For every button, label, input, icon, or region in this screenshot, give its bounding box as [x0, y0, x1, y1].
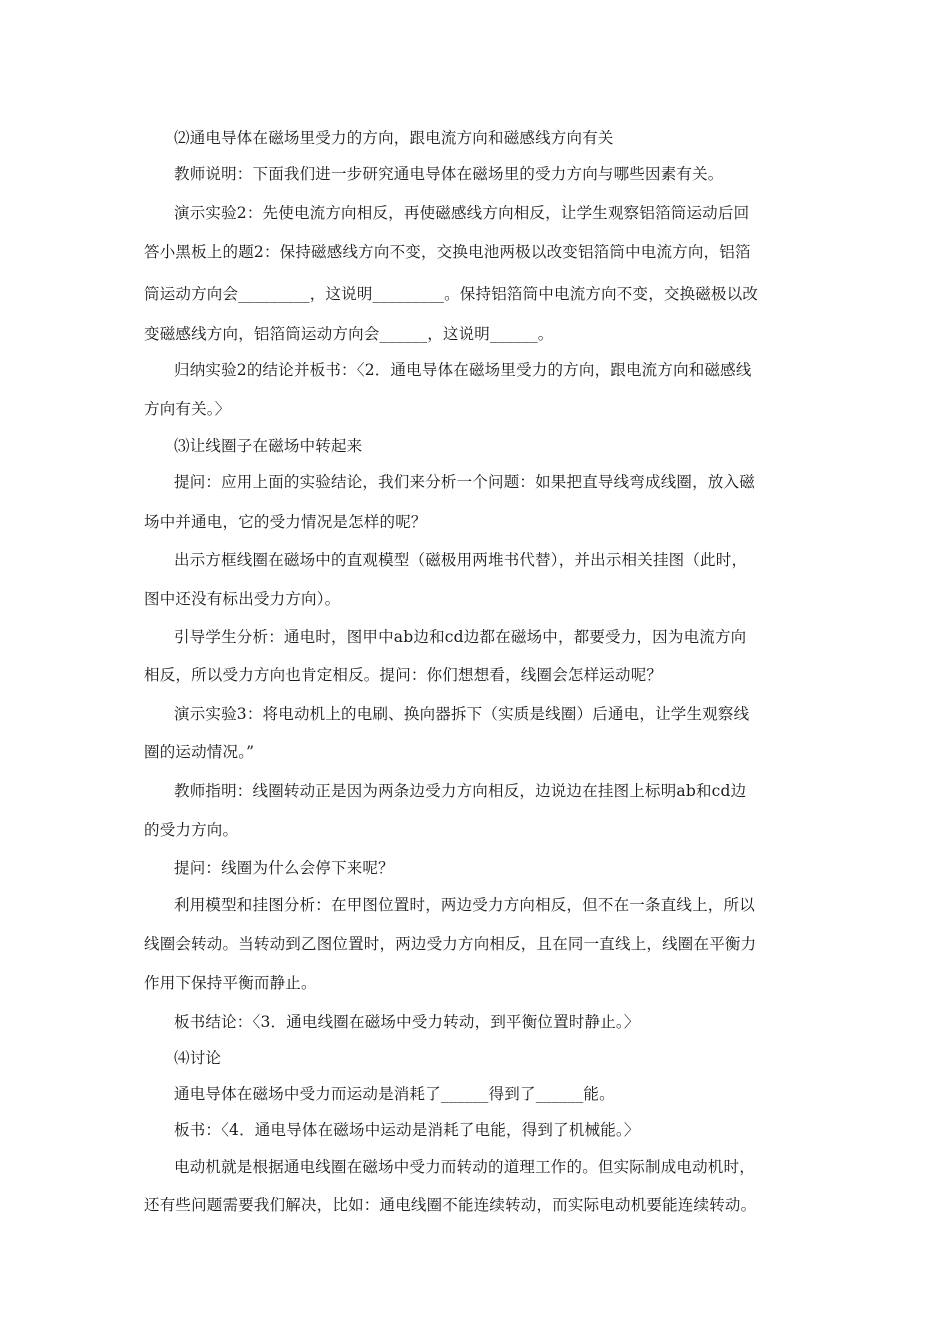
text-line: 利用模型和挂图分析：在甲图位置时，两边受力方向相反，但不在一条直线上，所以 [174, 896, 755, 914]
text-line: 线圈会转动。当转动到乙图位置时，两边受力方向相反，且在同一直线上，线圈在平衡力 [144, 935, 757, 953]
text-line: 提问：应用上面的实验结论，我们来分析一个问题：如果把直导线弯成线圈，放入磁 [174, 473, 755, 491]
text-line: 引导学生分析：通电时，图甲中ab边和cd边都在磁场中，都要受力，因为电流方向 [174, 628, 747, 646]
text-line: 演示实验2：先使电流方向相反，再使磁感线方向相反，让学生观察铝箔筒运动后回 [174, 204, 750, 222]
text-line: 提问：线圈为什么会停下来呢？ [174, 859, 394, 877]
text-line: 归纳实验2的结论并板书：〈2．通电导体在磁场里受力的方向，跟电流方向和磁感线 [174, 361, 752, 379]
text-line: 的受力方向。 [144, 821, 239, 839]
text-line: 变磁感线方向，铝箔筒运动方向会______，这说明______。 [144, 325, 554, 343]
text-line: ⑷讨论 [174, 1049, 222, 1067]
text-line: 圈的运动情况。” [144, 743, 255, 761]
text-line: 作用下保持平衡而静止。 [144, 974, 317, 992]
text-line: 还有些问题需要我们解决，比如：通电线圈不能连续转动，而实际电动机要能连续转动。 [144, 1196, 757, 1214]
text-line: ⑶让线圈子在磁场中转起来 [174, 437, 363, 455]
text-line: 图中还没有标出受力方向）。 [144, 590, 341, 608]
text-line: ⑵通电导体在磁场里受力的方向，跟电流方向和磁感线方向有关 [174, 129, 614, 147]
text-line: 答小黑板上的题2：保持磁感线方向不变，交换电池两极以改变铝箔筒中电流方向，铝箔 [144, 243, 751, 261]
text-line: 相反，所以受力方向也肯定相反。提问：你们想想看，线圈会怎样运动呢？ [144, 666, 663, 684]
text-line: 电动机就是根据通电线圈在磁场中受力而转动的道理工作的。但实际制成电动机时， [174, 1158, 755, 1176]
text-line: 教师指明：线圈转动正是因为两条边受力方向相反，边说边在挂图上标明ab和cd边 [174, 782, 747, 800]
text-line: 演示实验3：将电动机上的电刷、换向器拆下（实质是线圈）后通电，让学生观察线 [174, 705, 750, 723]
text-line: 筒运动方向会_________，这说明_________。保持铝箔筒中电流方向不变，交换磁极以改 [144, 285, 759, 303]
text-line: 通电导体在磁场中受力而运动是消耗了______得到了______能。 [174, 1085, 615, 1103]
text-line: 出示方框线圈在磁场中的直观模型（磁极用两堆书代替），并出示相关挂图（此时， [174, 551, 748, 569]
text-line: 教师说明：下面我们进一步研究通电导体在磁场里的受力方向与哪些因素有关。 [174, 165, 724, 183]
text-line: 方向有关。〉 [144, 400, 231, 418]
text-line: 板书：〈4．通电导体在磁场中运动是消耗了电能，得到了机械能。〉 [174, 1121, 640, 1139]
text-line: 场中并通电，它的受力情况是怎样的呢？ [144, 513, 427, 531]
text-line: 板书结论：〈3．通电线圈在磁场中受力转动，到平衡位置时静止。〉 [174, 1013, 640, 1031]
